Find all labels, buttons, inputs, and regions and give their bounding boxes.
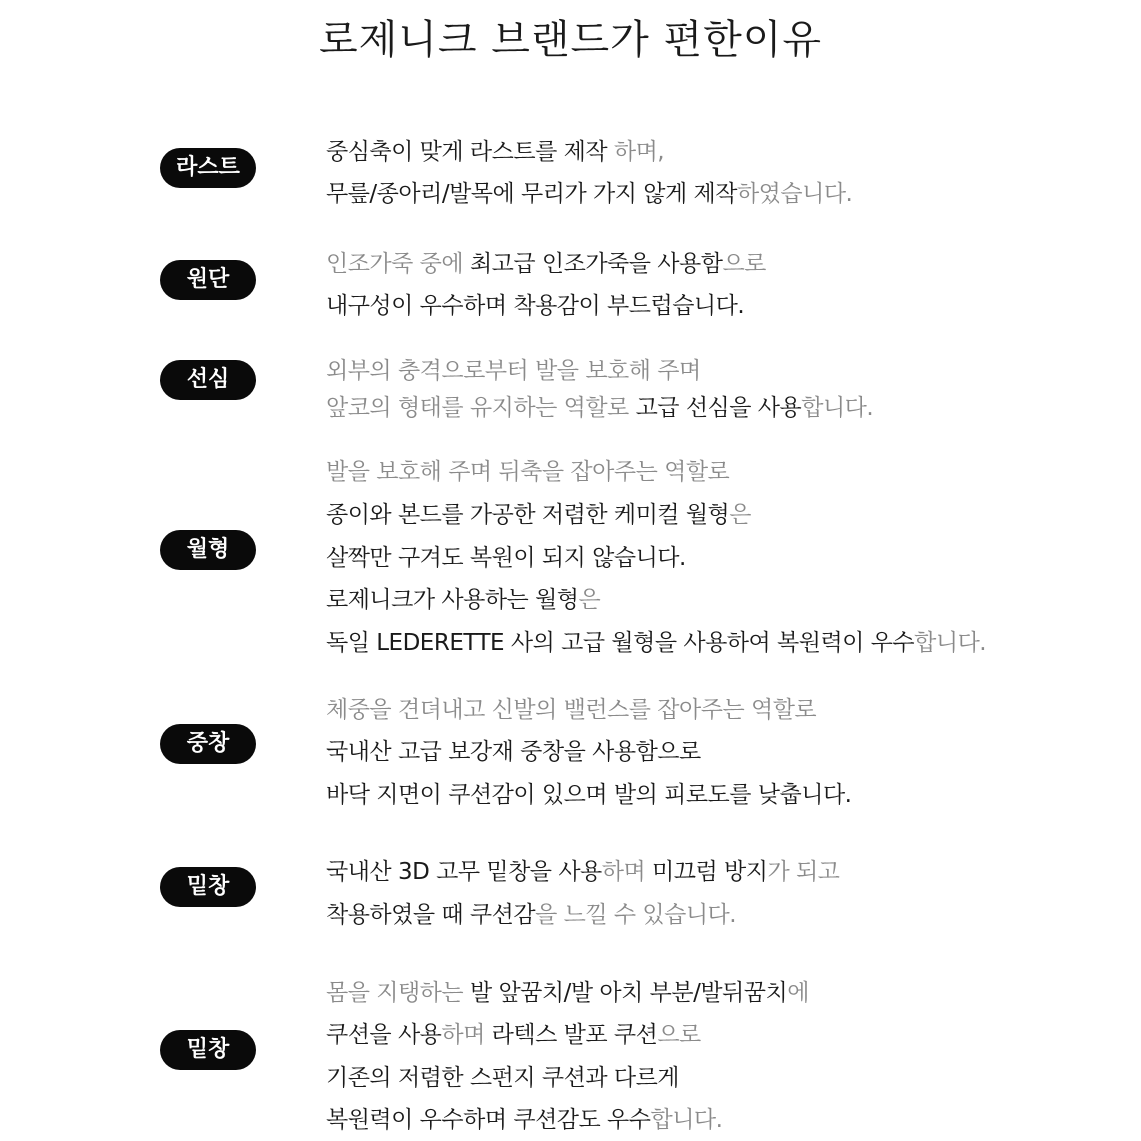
emphasis-text: 로제니크가 사용하는 월형 — [326, 587, 579, 613]
normal-text: 은 — [578, 587, 601, 613]
description-line — [326, 453, 729, 486]
emphasis-text: 종이와 본드를 가공한 저렴한 케미컬 월형 — [326, 502, 730, 528]
description-line — [326, 287, 744, 320]
normal-text: 하며 — [441, 1022, 492, 1048]
description-line — [326, 691, 816, 724]
normal-text: 체중을 견뎌내고 신발의 밸런스를 잡아주는 역할로 — [326, 697, 817, 723]
description-line — [326, 581, 600, 614]
section-badge: 선심 — [160, 360, 256, 400]
description-line — [326, 133, 664, 166]
normal-text: 하였습니다. — [736, 181, 853, 207]
description-line — [326, 1059, 679, 1092]
emphasis-text: 복원력이 우수하며 쿠션감도 우수 — [326, 1107, 651, 1133]
normal-text: 앞코의 형태를 유지하는 역할로 — [326, 395, 636, 421]
description-line — [326, 733, 701, 766]
emphasis-text: 착용하였을 때 쿠션감 — [326, 902, 536, 928]
normal-text: 가 되고 — [767, 859, 840, 885]
description-line — [326, 776, 851, 809]
normal-text: 하며 — [601, 859, 653, 885]
normal-text: 인조가죽 중에 — [326, 251, 470, 277]
normal-text: 으로 — [722, 251, 766, 277]
emphasis-text: 고급 선심을 사용 — [635, 395, 802, 421]
section-badge: 원단 — [160, 260, 256, 300]
section-badge: 중창 — [160, 724, 256, 764]
section-badge: 라스트 — [160, 148, 256, 188]
page-title: 로제니크 브랜드가 편한이유 — [318, 17, 823, 63]
description-line — [326, 539, 686, 572]
description-line — [326, 974, 809, 1007]
normal-text: 은 — [729, 502, 751, 528]
emphasis-text: 미끄럼 방지 — [652, 859, 768, 885]
emphasis-text: 바닥 지면이 쿠션감이 있으며 발의 피로도를 낮춥니다. — [326, 782, 852, 808]
description-line — [326, 624, 986, 657]
description-line — [326, 389, 873, 422]
normal-text: 합니다. — [801, 395, 874, 421]
section-badge: 밑창 — [160, 1030, 256, 1070]
emphasis-text: 라텍스 발포 쿠션 — [491, 1022, 658, 1048]
section-badge: 월형 — [160, 530, 256, 570]
emphasis-text: 발 앞꿈치/발 아치 부분/발뒤꿈치 — [469, 980, 788, 1006]
emphasis-text: 최고급 인조가죽을 사용함 — [469, 251, 723, 277]
normal-text: 하며, — [613, 139, 665, 165]
normal-text: 합니다. — [650, 1107, 723, 1133]
description-line — [326, 853, 839, 886]
description-line — [326, 496, 751, 529]
emphasis-text: 살짝만 구겨도 복원이 되지 않습니다. — [326, 545, 686, 571]
emphasis-text: 쿠션을 사용 — [326, 1022, 442, 1048]
description-line — [326, 896, 736, 929]
emphasis-text: 중심축이 맞게 라스트를 제작 — [326, 139, 614, 165]
emphasis-text: 국내산 고급 보강재 중창을 사용함으로 — [326, 739, 701, 765]
emphasis-text: 국내산 3D 고무 밑창을 사용 — [326, 859, 602, 885]
normal-text: 합니다. — [914, 630, 987, 656]
emphasis-text: 무릎/종아리/발목에 무리가 가지 않게 제작 — [326, 181, 737, 207]
description-line — [326, 352, 701, 385]
normal-text: 외부의 충격으로부터 발을 보호해 주며 — [326, 358, 701, 384]
normal-text: 을 느낄 수 있습니다. — [535, 902, 737, 928]
description-line — [326, 1016, 701, 1049]
normal-text: 으로 — [657, 1022, 701, 1048]
description-line — [326, 1101, 722, 1134]
normal-text: 에 — [787, 980, 809, 1006]
emphasis-text: 내구성이 우수하며 착용감이 부드럽습니다. — [326, 293, 745, 319]
emphasis-text: 기존의 저렴한 스펀지 쿠션과 다르게 — [326, 1065, 680, 1091]
description-line — [326, 175, 852, 208]
normal-text: 발을 보호해 주며 뒤축을 잡아주는 역할로 — [326, 459, 730, 485]
emphasis-text: 독일 LEDERETTE 사의 고급 월형을 사용하여 복원력이 우수 — [326, 630, 915, 656]
description-line — [326, 245, 766, 278]
normal-text: 몸을 지탱하는 — [326, 980, 470, 1006]
section-badge: 밑창 — [160, 867, 256, 907]
